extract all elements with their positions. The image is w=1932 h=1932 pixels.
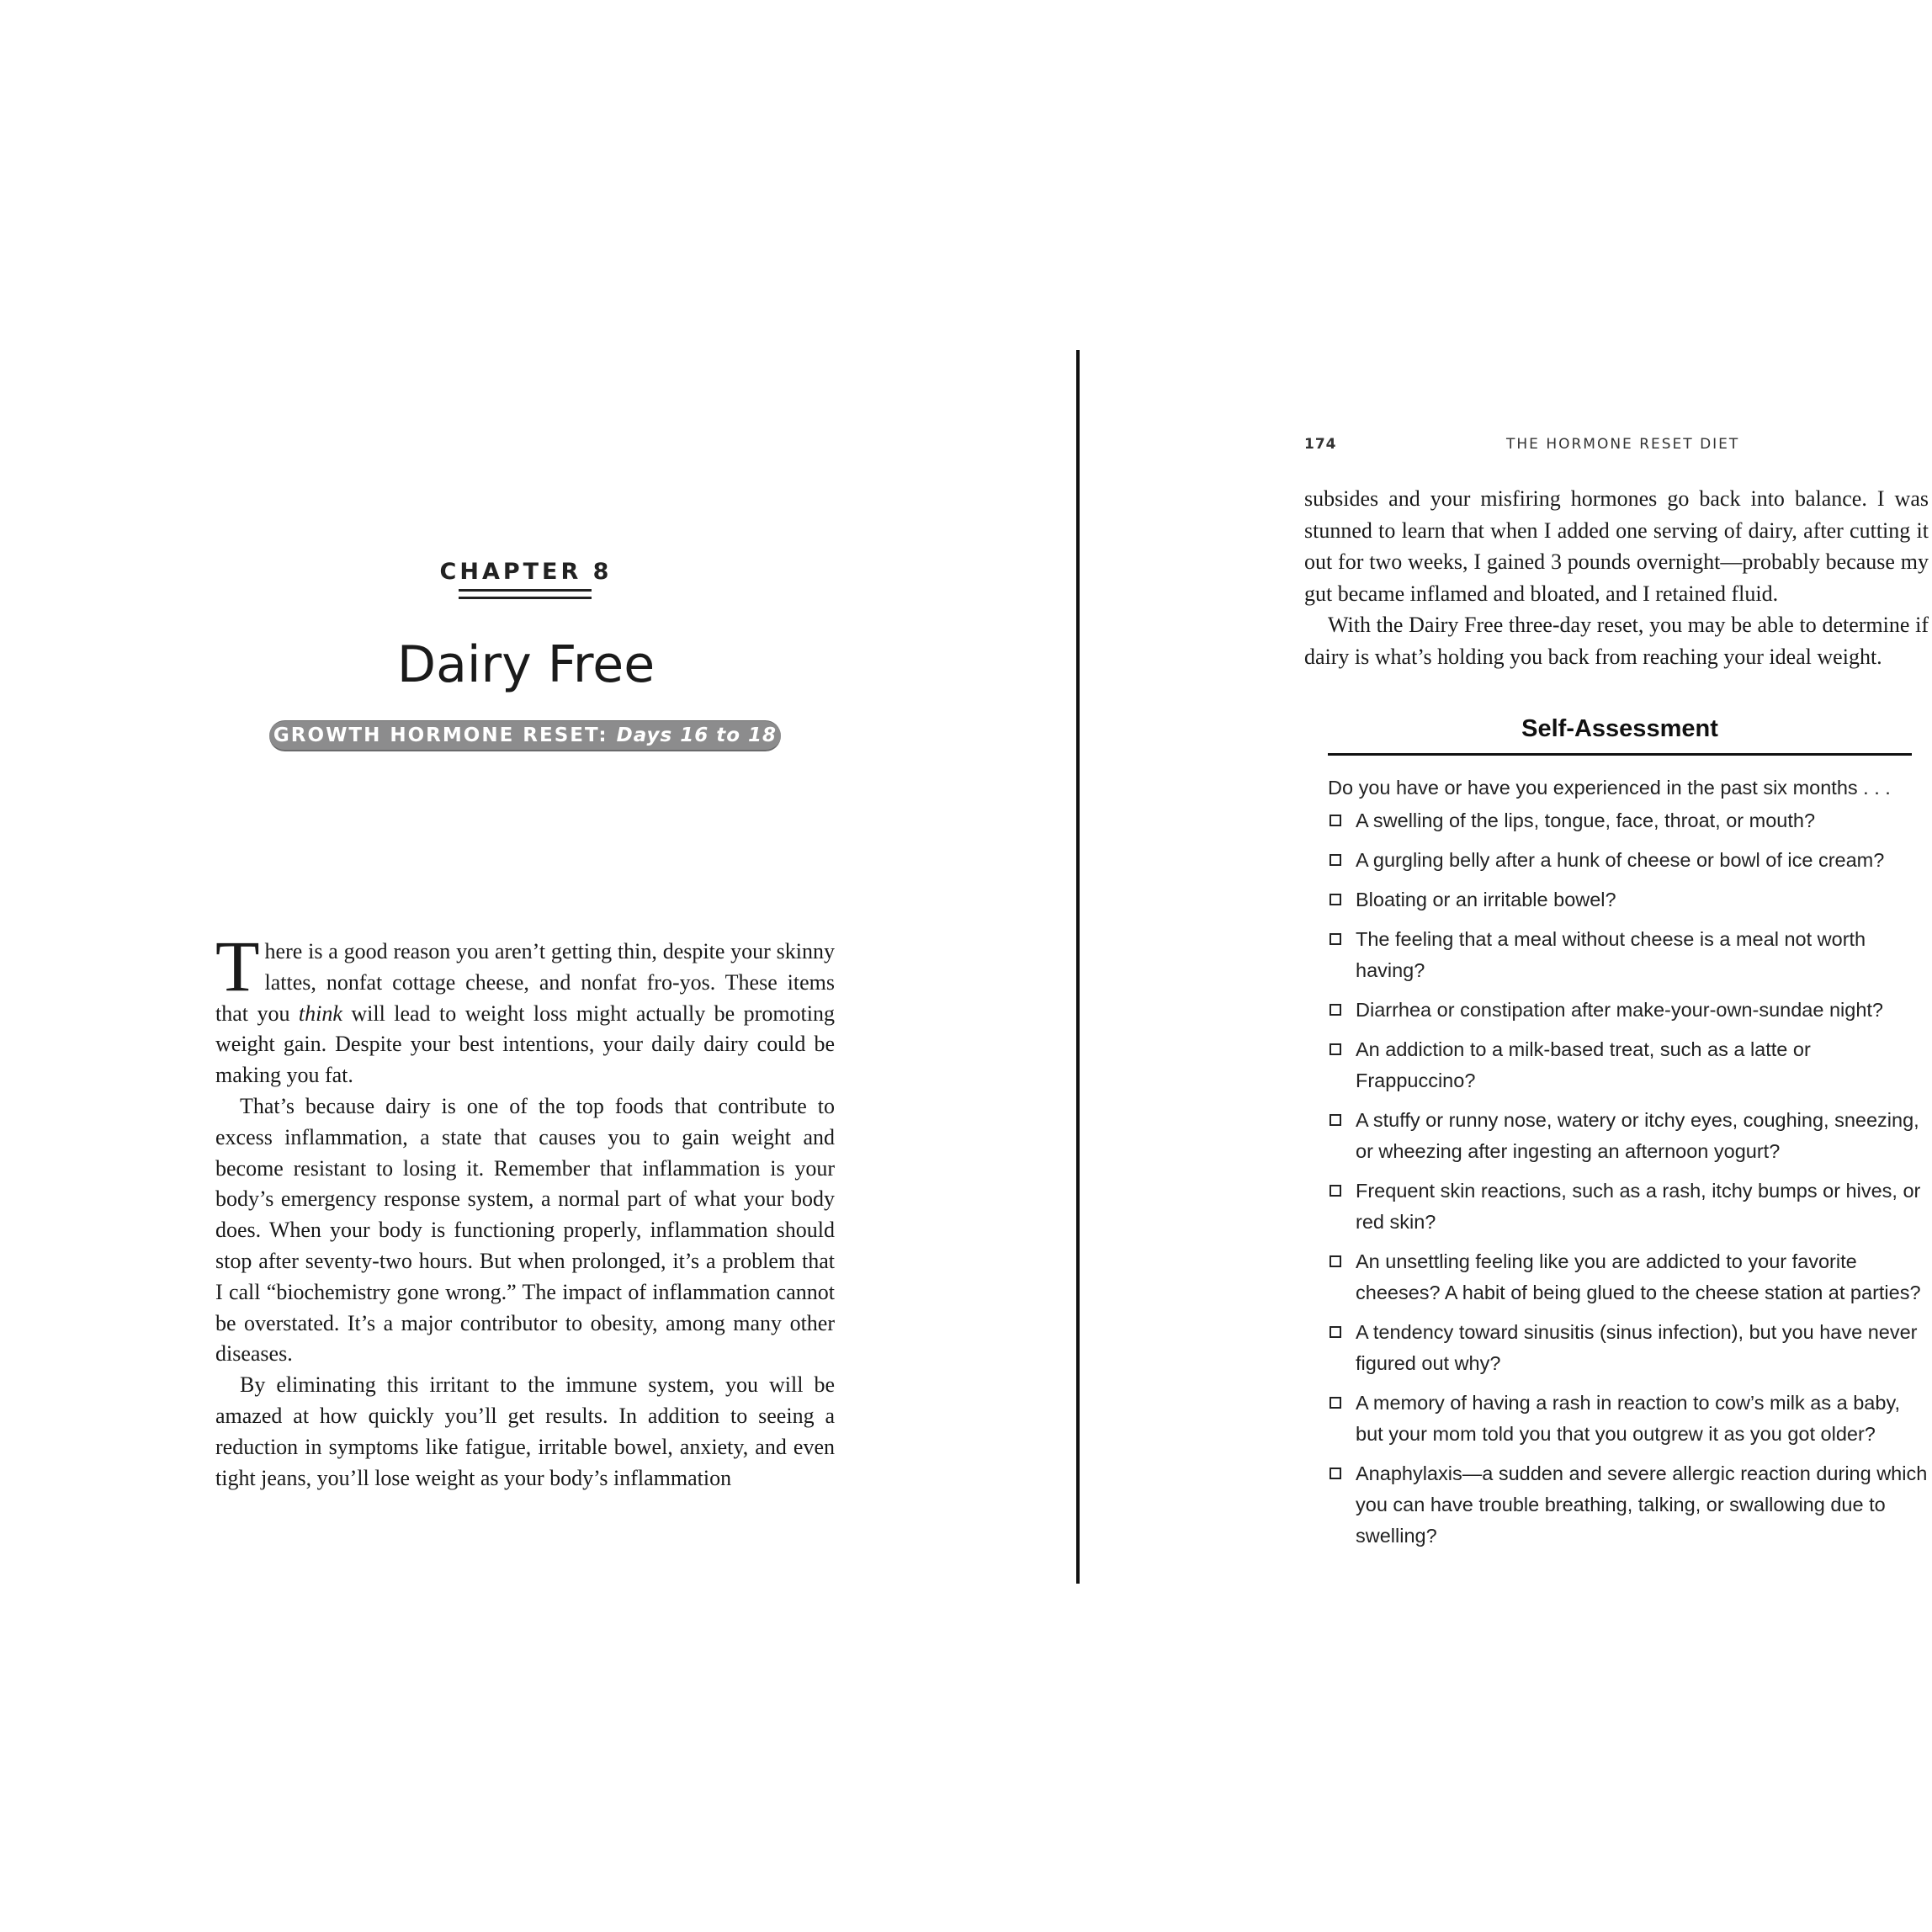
checklist-item-text: Diarrhea or constipation after make-your-own-sundae night? (1356, 999, 1883, 1021)
checklist-item-text: Bloating or an irritable bowel? (1356, 889, 1616, 910)
right-paragraph-1: subsides and your misfiring hormones go back into balance. I was stunned to learn that when I added one serving of dairy, after cutting it out for two weeks, I gained 3 pounds overnight—probably because my gut became inflamed and bloated, and I retained fluid. (1304, 486, 1929, 606)
left-paragraph-2: That’s because dairy is one of the top foods that contribute to excess inflammation, a state that causes you to gain weight and become resistant to losing it. Remember that inflammation is your body’s emergency response system, a normal part of what your body does. When your body is functioning properly, inflammation should stop after seventy-two hours. But when prolonged, it’s a problem that I call “biochemistry gone wrong.” The impact of inflammation cannot be overstated. It’s a major contributor to obesity, among many other diseases. (215, 1093, 835, 1367)
checklist-item-text: Frequent skin reactions, such as a rash, itchy bumps or hives, or red skin? (1356, 1180, 1921, 1233)
left-paragraph-1 (215, 926, 836, 1091)
checklist-item (1328, 924, 1930, 986)
checklist-item-text: A stuffy or runny nose, watery or itchy eyes, coughing, sneezing, or wheezing after ingesting an afternoon yogurt? (1356, 1109, 1919, 1162)
left-paragraph-3: By eliminating this irritant to the immune system, you will be amazed at how quickly you’ll get results. In addition to seeing a reduction in symptoms like fatigue, irritable bowel, anxiety, and even tight jeans, you’ll lose weight as your body’s inflammation (215, 1372, 835, 1490)
reset-banner-label: GROWTH HORMONE RESET: (273, 724, 617, 746)
checklist-item (1328, 1176, 1930, 1238)
checkbox-icon[interactable] (1330, 854, 1341, 866)
page-number: 174 (1304, 436, 1337, 453)
checkbox-icon[interactable] (1330, 1255, 1341, 1267)
self-assessment-rule (1328, 753, 1912, 756)
chapter-label: CHAPTER 8 (439, 559, 613, 585)
self-assessment-intro: Do you have or have you experienced in the past six months . . . (1328, 777, 1891, 799)
left-paragraph-1-text-a: here is a good reason you aren’t getting thin, despite your skinny lattes, nonfat cottage cheese, and nonfat fro-yos. These items that you (215, 939, 835, 1026)
checkbox-icon[interactable] (1330, 894, 1341, 905)
checklist-item-text: An unsettling feeling like you are addicted to your favorite cheeses? A habit of being glued to the cheese station at parties? (1356, 1250, 1921, 1303)
checklist-item (1328, 1105, 1930, 1167)
reset-banner-days: Days 16 to 18 (616, 724, 778, 746)
checkbox-icon[interactable] (1330, 1004, 1341, 1016)
checklist-item (1328, 805, 1930, 836)
checklist-item-text: Anaphylaxis—a sudden and severe allergic reaction during which you can have trouble breathing, talking, or swallowing due to swelling? (1356, 1462, 1928, 1547)
checklist-item (1328, 1034, 1930, 1096)
reset-banner (269, 720, 781, 751)
checklist-item (1328, 884, 1930, 916)
checklist-item (1328, 1317, 1930, 1379)
checkbox-icon[interactable] (1330, 1114, 1341, 1126)
chapter-rule-bottom (459, 597, 592, 599)
checklist-item (1328, 1388, 1930, 1450)
self-assessment-checklist (1328, 805, 1930, 1560)
checklist-item (1328, 1246, 1930, 1308)
checklist-item (1328, 995, 1930, 1026)
checklist-item (1328, 1458, 1930, 1552)
left-paragraph-1-text-b: will lead to weight loss might actually be promoting weight gain. Despite your best intentions, your daily dairy could be making you fat. (215, 1000, 836, 1088)
checkbox-icon[interactable] (1330, 1397, 1341, 1409)
page-gutter-divider (1076, 350, 1080, 1584)
right-paragraph-2: With the Dairy Free three-day reset, you may be able to determine if dairy is what’s holding you back from reaching your ideal weight. (1304, 613, 1929, 669)
right-page-body (1304, 483, 1929, 672)
self-assessment-heading: Self-Assessment (1521, 715, 1718, 742)
drop-cap: T (215, 926, 260, 1006)
emphasis-think: think (298, 1000, 342, 1026)
running-head-title: THE HORMONE RESET DIET (1506, 436, 1740, 453)
checklist-item-text: A swelling of the lips, tongue, face, throat, or mouth? (1356, 809, 1816, 831)
chapter-title: Dairy Free (396, 635, 656, 694)
checklist-item-text: A memory of having a rash in reaction to cow’s milk as a baby, but your mom told you that you outgrew it as you got older? (1356, 1392, 1900, 1445)
checkbox-icon[interactable] (1330, 1185, 1341, 1197)
checklist-item-text: A tendency toward sinusitis (sinus infection), but you have never figured out why? (1356, 1321, 1918, 1374)
checklist-item-text: The feeling that a meal without cheese is a meal not worth having? (1356, 928, 1866, 981)
left-page-body (215, 926, 836, 1494)
checkbox-icon[interactable] (1330, 933, 1341, 945)
checklist-item (1328, 845, 1930, 876)
checkbox-icon[interactable] (1330, 1043, 1341, 1055)
checklist-item-text: An addiction to a milk-based treat, such as a latte or Frappuccino? (1356, 1038, 1811, 1091)
checkbox-icon[interactable] (1330, 1468, 1341, 1479)
chapter-rule-top (459, 589, 592, 592)
checkbox-icon[interactable] (1330, 1326, 1341, 1338)
checklist-item-text: A gurgling belly after a hunk of cheese or bowl of ice cream? (1356, 849, 1885, 871)
checkbox-icon[interactable] (1330, 815, 1341, 826)
